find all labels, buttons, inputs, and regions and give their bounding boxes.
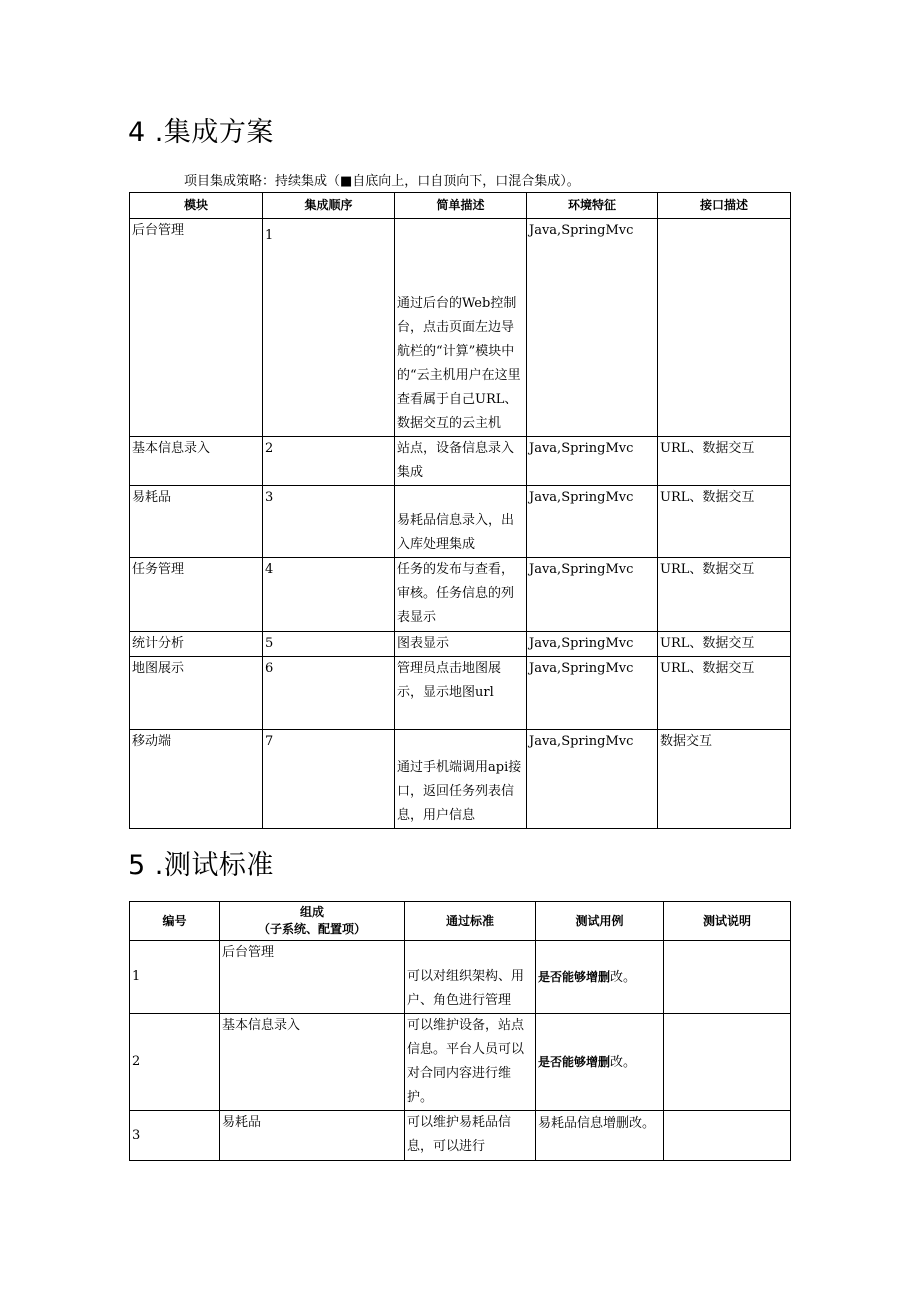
header-env: 环境特征 — [527, 193, 658, 219]
cell-env: Java,SpringMvc — [527, 219, 658, 437]
table-row — [130, 941, 791, 1014]
table-row — [130, 486, 791, 558]
cell-order: 4 — [263, 558, 395, 632]
cell-num: 2 — [130, 1014, 220, 1111]
header-component — [220, 902, 405, 941]
desc-value: 易耗品信息录入，出入库处理集成 — [397, 513, 515, 552]
header-notes: 测试说明 — [664, 902, 791, 941]
cell-desc: 站点，设备信息录入集成 — [395, 437, 527, 486]
table-row — [130, 1111, 791, 1161]
table-row — [130, 632, 791, 657]
header-num: 编号 — [130, 902, 220, 941]
cell-num: 1 — [130, 941, 220, 1014]
cell-notes — [664, 1111, 791, 1161]
cell-notes — [664, 1014, 791, 1111]
cell-env: Java,SpringMvc — [527, 437, 658, 486]
cell-interface: URL、数据交互 — [658, 558, 791, 632]
cell-criteria — [405, 941, 536, 1014]
cell-module: 后台管理 — [130, 219, 263, 437]
cell-module: 移动端 — [130, 730, 263, 829]
table-row — [130, 437, 791, 486]
header-order: 集成顺序 — [263, 193, 395, 219]
order-value: 1 — [265, 228, 274, 243]
cell-module: 任务管理 — [130, 558, 263, 632]
header-component-line1: 组成 — [299, 905, 324, 919]
section-4-title: 4 .集成方案 — [128, 117, 274, 148]
cell-criteria: 可以维护设备，站点信息。平台人员可以对合同内容进行维护。 — [405, 1014, 536, 1111]
table-row — [130, 730, 791, 829]
table-row — [130, 558, 791, 632]
cell-order: 7 — [263, 730, 395, 829]
cell-interface: URL、数据交互 — [658, 632, 791, 657]
desc-value: 通过手机端调用api接口，返回任务列表信息，用户信息 — [397, 760, 522, 823]
cell-desc — [395, 219, 527, 437]
cell-component: 基本信息录入 — [220, 1014, 405, 1111]
cell-cases — [536, 941, 664, 1014]
table-header-row — [130, 902, 791, 941]
cell-desc: 管理员点击地图展示，显示地图url — [395, 657, 527, 730]
header-criteria: 通过标准 — [405, 902, 536, 941]
cell-interface: 数据交互 — [658, 730, 791, 829]
cell-desc — [395, 730, 527, 829]
table-header-row — [130, 193, 791, 219]
cell-module: 易耗品 — [130, 486, 263, 558]
case-rest: 改。 — [610, 969, 637, 985]
cell-env: Java,SpringMvc — [527, 632, 658, 657]
cell-desc: 任务的发布与查看，审核。任务信息的列表显示 — [395, 558, 527, 632]
cell-module: 地图展示 — [130, 657, 263, 730]
integration-strategy: 项目集成策略：持续集成（■自底向上，口自顶向下，口混合集成）。 — [184, 174, 580, 189]
cell-desc: 图表显示 — [395, 632, 527, 657]
cell-interface: URL、数据交互 — [658, 657, 791, 730]
case-bold: 是否能够增删 — [538, 969, 611, 984]
cell-env: Java,SpringMvc — [527, 730, 658, 829]
case-rest: 易耗品信息增删改。 — [538, 1116, 656, 1131]
cell-notes — [664, 941, 791, 1014]
cell-env: Java,SpringMvc — [527, 486, 658, 558]
cell-interface — [658, 219, 791, 437]
header-cases: 测试用例 — [536, 902, 664, 941]
cell-module: 基本信息录入 — [130, 437, 263, 486]
cell-interface: URL、数据交互 — [658, 437, 791, 486]
case-bold: 是否能够增删 — [538, 1054, 611, 1069]
cell-component: 后台管理 — [220, 941, 405, 1014]
cell-desc — [395, 486, 527, 558]
cell-order: 3 — [263, 486, 395, 558]
cell-component: 易耗品 — [220, 1111, 405, 1161]
cell-order — [263, 219, 395, 437]
header-interface: 接口描述 — [658, 193, 791, 219]
table-row — [130, 657, 791, 730]
cell-num: 3 — [130, 1111, 220, 1161]
test-standards-table — [129, 901, 791, 1161]
table-row — [130, 219, 791, 437]
header-desc: 简单描述 — [395, 193, 527, 219]
table-row — [130, 1014, 791, 1111]
integration-table — [129, 192, 791, 829]
cell-order: 5 — [263, 632, 395, 657]
cell-cases — [536, 1111, 664, 1161]
cell-criteria: 可以维护易耗品信息，可以进行 — [405, 1111, 536, 1161]
cell-module: 统计分析 — [130, 632, 263, 657]
section-5-title: 5 .测试标准 — [128, 850, 274, 881]
cell-env: Java,SpringMvc — [527, 558, 658, 632]
cell-order: 6 — [263, 657, 395, 730]
cell-cases — [536, 1014, 664, 1111]
cell-order: 2 — [263, 437, 395, 486]
cell-env: Java,SpringMvc — [527, 657, 658, 730]
criteria-value: 可以对组织架构、用户、角色进行管理 — [407, 969, 525, 1008]
case-rest: 改。 — [610, 1054, 637, 1070]
header-component-line2: （子系统、配置项） — [257, 922, 366, 936]
cell-interface: URL、数据交互 — [658, 486, 791, 558]
header-module: 模块 — [130, 193, 263, 219]
desc-value: 通过后台的Web控制台，点击页面左边导航栏的“计算”模块中的“云主机用户在这里查看属于自己URL、数据交互的云主机 — [397, 296, 521, 431]
